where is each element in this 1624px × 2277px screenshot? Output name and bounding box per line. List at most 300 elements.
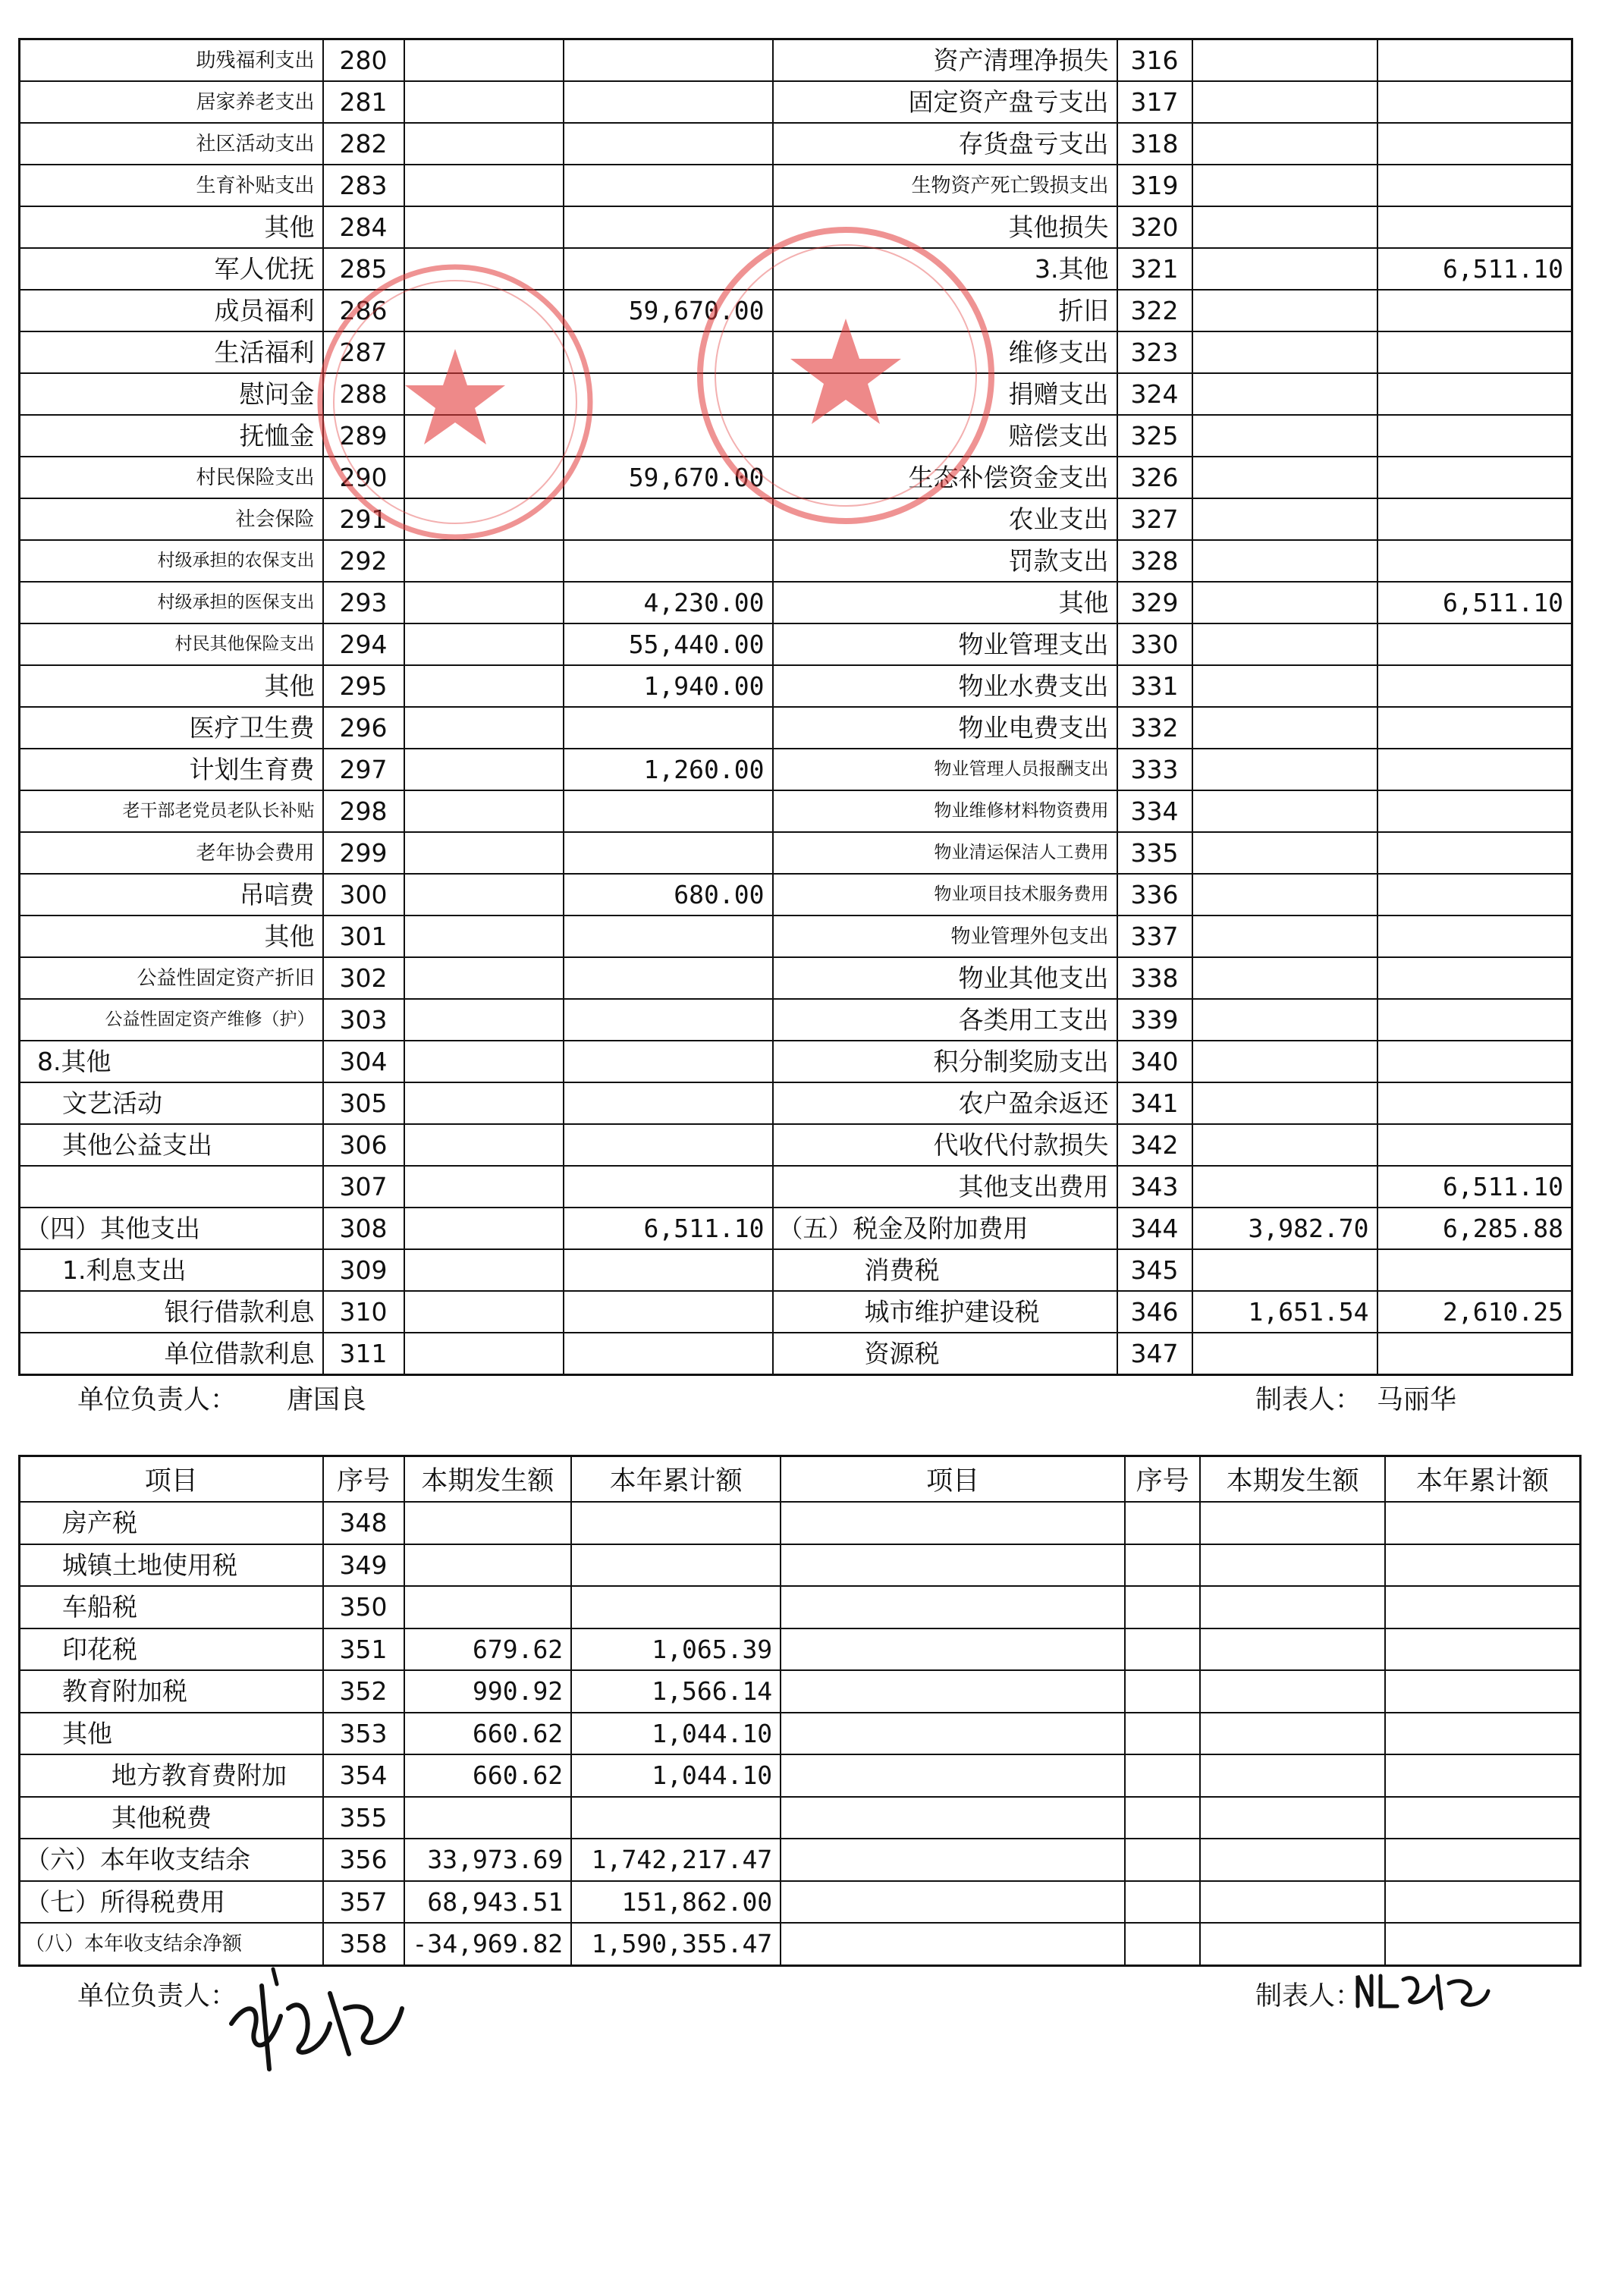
left-item-name: 老干部老党员老队长补贴: [20, 790, 323, 832]
left-seq: 287: [323, 331, 404, 373]
left-ytd-amount: 1,940.00: [564, 665, 773, 707]
empty-cell: [1125, 1502, 1200, 1544]
tax-table: [18, 1455, 1582, 1967]
right-seq: 346: [1117, 1291, 1192, 1333]
left-current-amount: 33,973.69: [404, 1839, 572, 1881]
empty-cell: [1125, 1670, 1200, 1713]
left-current-amount: [404, 623, 564, 665]
right-ytd-amount: [1377, 165, 1572, 206]
left-current-amount: [404, 123, 564, 165]
left-ytd-amount: 1,044.10: [571, 1713, 781, 1755]
right-seq: 337: [1117, 916, 1192, 957]
left-item-name: 其他: [20, 206, 323, 248]
left-current-amount: 660.62: [404, 1754, 572, 1797]
right-current-amount: [1192, 1124, 1377, 1166]
table-row: [20, 957, 1572, 999]
empty-cell: [1200, 1670, 1385, 1713]
left-seq: 301: [323, 916, 404, 957]
left-seq: 305: [323, 1082, 404, 1124]
left-ytd-amount: [564, 123, 773, 165]
table-row: [20, 206, 1572, 248]
header-current-right: 本期发生额: [1200, 1456, 1385, 1503]
left-ytd-amount: [564, 1166, 773, 1208]
table-row: [20, 1291, 1572, 1333]
left-current-amount: [404, 206, 564, 248]
left-item-name: 医疗卫生费: [20, 707, 323, 749]
left-current-amount: [404, 1208, 564, 1249]
right-seq: 340: [1117, 1041, 1192, 1082]
empty-cell: [781, 1713, 1125, 1755]
left-current-amount: [404, 39, 564, 82]
left-item-name: （六）本年收支结余: [20, 1839, 323, 1881]
left-current-amount: 679.62: [404, 1628, 572, 1671]
right-current-amount: [1192, 874, 1377, 916]
header-item-right: 项目: [781, 1456, 1125, 1503]
left-ytd-amount: [571, 1797, 781, 1839]
empty-cell: [1200, 1544, 1385, 1587]
table-row: [20, 415, 1572, 457]
left-seq: 285: [323, 248, 404, 290]
empty-cell: [781, 1797, 1125, 1839]
left-ytd-amount: [564, 415, 773, 457]
right-item-name: 物业管理人员报酬支出: [773, 749, 1117, 790]
left-item-name: 社会保险: [20, 498, 323, 540]
table-row: [20, 832, 1572, 874]
empty-cell: [781, 1670, 1125, 1713]
table-row: [20, 248, 1572, 290]
right-current-amount: [1192, 1082, 1377, 1124]
right-ytd-amount: [1377, 665, 1572, 707]
right-ytd-amount: [1377, 1249, 1572, 1291]
table-row: [20, 498, 1572, 540]
right-item-name: 消费税: [773, 1249, 1117, 1291]
right-current-amount: [1192, 1041, 1377, 1082]
right-item-name: 捐赠支出: [773, 373, 1117, 415]
right-seq: 345: [1117, 1249, 1192, 1291]
left-seq: 292: [323, 540, 404, 582]
left-ytd-amount: [564, 1124, 773, 1166]
left-ytd-amount: [564, 999, 773, 1041]
table-row: [20, 582, 1572, 623]
empty-cell: [781, 1754, 1125, 1797]
header-seq: 序号: [323, 1456, 404, 1503]
right-ytd-amount: [1377, 832, 1572, 874]
right-item-name: 物业电费支出: [773, 707, 1117, 749]
table-row: [20, 1797, 1581, 1839]
right-item-name: 生态补偿资金支出: [773, 457, 1117, 498]
right-seq: 334: [1117, 790, 1192, 832]
left-item-name: 8.其他: [20, 1041, 323, 1082]
right-seq: 319: [1117, 165, 1192, 206]
left-item-name: 社区活动支出: [20, 123, 323, 165]
left-item-name: 单位借款利息: [20, 1333, 323, 1375]
left-seq: 357: [323, 1881, 404, 1924]
empty-cell: [1125, 1797, 1200, 1839]
left-item-name: 其他: [20, 1713, 323, 1755]
left-ytd-amount: [564, 1041, 773, 1082]
left-item-name: 其他: [20, 916, 323, 957]
right-item-name: 物业清运保洁人工费用: [773, 832, 1117, 874]
left-current-amount: [404, 331, 564, 373]
table-row: [20, 1502, 1581, 1544]
empty-cell: [1125, 1628, 1200, 1671]
left-seq: 354: [323, 1754, 404, 1797]
empty-cell: [1200, 1797, 1385, 1839]
right-seq: 335: [1117, 832, 1192, 874]
header-ytd-right: 本年累计额: [1385, 1456, 1580, 1503]
empty-cell: [1385, 1544, 1580, 1587]
left-current-amount: [404, 1586, 572, 1628]
left-ytd-amount: 59,670.00: [564, 290, 773, 331]
left-seq: 349: [323, 1544, 404, 1587]
table-row: [20, 1839, 1581, 1881]
right-ytd-amount: [1377, 373, 1572, 415]
table-row: [20, 999, 1572, 1041]
right-ytd-amount: [1377, 707, 1572, 749]
right-item-name: 物业项目技术服务费用: [773, 874, 1117, 916]
right-current-amount: [1192, 331, 1377, 373]
empty-cell: [1125, 1923, 1200, 1965]
left-current-amount: [404, 1291, 564, 1333]
preparer-name: 马丽华: [1377, 1385, 1457, 1415]
left-current-amount: [404, 999, 564, 1041]
right-item-name: 物业其他支出: [773, 957, 1117, 999]
table-row: [20, 790, 1572, 832]
tax-table-body: [20, 1502, 1581, 1965]
left-ytd-amount: 1,044.10: [571, 1754, 781, 1797]
right-current-amount: [1192, 457, 1377, 498]
left-seq: 308: [323, 1208, 404, 1249]
left-ytd-amount: [564, 832, 773, 874]
right-seq: 344: [1117, 1208, 1192, 1249]
table-row: [20, 916, 1572, 957]
preparer-signature: [1350, 1965, 1494, 2018]
empty-cell: [1200, 1754, 1385, 1797]
table-row: [20, 1881, 1581, 1924]
left-seq: 356: [323, 1839, 404, 1881]
empty-cell: [781, 1502, 1125, 1544]
left-item-name: 1.利息支出: [20, 1249, 323, 1291]
left-item-name: 军人优抚: [20, 248, 323, 290]
right-seq: 329: [1117, 582, 1192, 623]
right-seq: 321: [1117, 248, 1192, 290]
left-seq: 352: [323, 1670, 404, 1713]
right-ytd-amount: [1377, 874, 1572, 916]
right-current-amount: [1192, 1249, 1377, 1291]
left-item-name: 成员福利: [20, 290, 323, 331]
left-item-name: 居家养老支出: [20, 81, 323, 123]
empty-cell: [1385, 1754, 1580, 1797]
right-seq: 317: [1117, 81, 1192, 123]
left-item-name: 村民保险支出: [20, 457, 323, 498]
left-ytd-amount: [564, 39, 773, 82]
left-item-name: 城镇土地使用税: [20, 1544, 323, 1587]
left-item-name: 其他公益支出: [20, 1124, 323, 1166]
left-current-amount: [404, 373, 564, 415]
left-ytd-amount: [564, 373, 773, 415]
left-ytd-amount: [564, 248, 773, 290]
left-seq: 280: [323, 39, 404, 82]
right-item-name: 资产清理净损失: [773, 39, 1117, 82]
left-item-name: 公益性固定资产折旧: [20, 957, 323, 999]
left-item-name: 慰问金: [20, 373, 323, 415]
right-ytd-amount: [1377, 540, 1572, 582]
right-item-name: 积分制奖励支出: [773, 1041, 1117, 1082]
right-seq: 328: [1117, 540, 1192, 582]
tax-table-header-row: [20, 1456, 1581, 1503]
table-row: [20, 623, 1572, 665]
empty-cell: [1200, 1628, 1385, 1671]
right-current-amount: 1,651.54: [1192, 1291, 1377, 1333]
left-seq: 306: [323, 1124, 404, 1166]
left-item-name: 车船税: [20, 1586, 323, 1628]
right-seq: 347: [1117, 1333, 1192, 1375]
right-item-name: 物业维修材料物资费用: [773, 790, 1117, 832]
right-current-amount: [1192, 498, 1377, 540]
empty-cell: [1385, 1713, 1580, 1755]
right-item-name: 代收代付款损失: [773, 1124, 1117, 1166]
left-item-name: 其他税费: [20, 1797, 323, 1839]
right-seq: 339: [1117, 999, 1192, 1041]
left-seq: 304: [323, 1041, 404, 1082]
right-ytd-amount: [1377, 290, 1572, 331]
left-current-amount: [404, 665, 564, 707]
table-row: [20, 707, 1572, 749]
right-current-amount: 3,982.70: [1192, 1208, 1377, 1249]
left-seq: 282: [323, 123, 404, 165]
left-seq: 300: [323, 874, 404, 916]
table-row: [20, 1124, 1572, 1166]
right-seq: 343: [1117, 1166, 1192, 1208]
right-current-amount: [1192, 206, 1377, 248]
empty-cell: [1200, 1586, 1385, 1628]
table-row: [20, 123, 1572, 165]
right-current-amount: [1192, 749, 1377, 790]
left-current-amount: [404, 957, 564, 999]
right-seq: 316: [1117, 39, 1192, 82]
left-ytd-amount: [564, 1291, 773, 1333]
right-ytd-amount: 6,511.10: [1377, 1166, 1572, 1208]
empty-cell: [1125, 1713, 1200, 1755]
right-seq: 325: [1117, 415, 1192, 457]
table-row: [20, 1713, 1581, 1755]
header-ytd: 本年累计额: [571, 1456, 781, 1503]
empty-cell: [781, 1628, 1125, 1671]
left-item-name: 地方教育费附加: [20, 1754, 323, 1797]
left-item-name: 计划生育费: [20, 749, 323, 790]
empty-cell: [1125, 1544, 1200, 1587]
left-seq: 355: [323, 1797, 404, 1839]
header-current: 本期发生额: [404, 1456, 572, 1503]
right-seq: 338: [1117, 957, 1192, 999]
right-ytd-amount: [1377, 457, 1572, 498]
right-seq: 342: [1117, 1124, 1192, 1166]
left-item-name: 文艺活动: [20, 1082, 323, 1124]
left-item-name: [20, 1166, 323, 1208]
left-seq: 350: [323, 1586, 404, 1628]
empty-cell: [1385, 1628, 1580, 1671]
table-row: [20, 1208, 1572, 1249]
empty-cell: [1200, 1881, 1385, 1924]
left-ytd-amount: 1,566.14: [571, 1670, 781, 1713]
right-current-amount: [1192, 707, 1377, 749]
left-ytd-amount: 151,862.00: [571, 1881, 781, 1924]
left-current-amount: [404, 1166, 564, 1208]
left-ytd-amount: [564, 540, 773, 582]
left-current-amount: [404, 1249, 564, 1291]
right-ytd-amount: [1377, 498, 1572, 540]
table-row: [20, 874, 1572, 916]
table-row: [20, 81, 1572, 123]
table-row: [20, 373, 1572, 415]
right-current-amount: [1192, 790, 1377, 832]
left-seq: 297: [323, 749, 404, 790]
right-seq: 341: [1117, 1082, 1192, 1124]
right-ytd-amount: 6,511.10: [1377, 248, 1572, 290]
right-item-name: （五）税金及附加费用: [773, 1208, 1117, 1249]
unit-head-signature: [216, 1963, 413, 2077]
table-row: [20, 665, 1572, 707]
right-item-name: 各类用工支出: [773, 999, 1117, 1041]
left-ytd-amount: [564, 165, 773, 206]
left-current-amount: 660.62: [404, 1713, 572, 1755]
left-item-name: 村民其他保险支出: [20, 623, 323, 665]
empty-cell: [1125, 1754, 1200, 1797]
left-item-name: 教育附加税: [20, 1670, 323, 1713]
empty-cell: [1200, 1839, 1385, 1881]
right-current-amount: [1192, 665, 1377, 707]
empty-cell: [1385, 1881, 1580, 1924]
right-ytd-amount: 6,285.88: [1377, 1208, 1572, 1249]
right-seq: 318: [1117, 123, 1192, 165]
table-row: [20, 1041, 1572, 1082]
right-item-name: 固定资产盘亏支出: [773, 81, 1117, 123]
left-ytd-amount: 6,511.10: [564, 1208, 773, 1249]
right-item-name: 城市维护建设税: [773, 1291, 1117, 1333]
left-current-amount: [404, 165, 564, 206]
right-ytd-amount: [1377, 206, 1572, 248]
table-row: [20, 1670, 1581, 1713]
left-current-amount: -34,969.82: [404, 1923, 572, 1965]
empty-cell: [1125, 1881, 1200, 1924]
right-seq: 330: [1117, 623, 1192, 665]
left-seq: 293: [323, 582, 404, 623]
left-current-amount: [404, 498, 564, 540]
left-current-amount: 990.92: [404, 1670, 572, 1713]
table-row: [20, 39, 1572, 82]
right-current-amount: [1192, 623, 1377, 665]
left-seq: 290: [323, 457, 404, 498]
right-ytd-amount: [1377, 916, 1572, 957]
right-current-amount: [1192, 582, 1377, 623]
right-current-amount: [1192, 1166, 1377, 1208]
left-seq: 294: [323, 623, 404, 665]
preparer-label: 制表人：: [1255, 1385, 1362, 1415]
left-seq: 303: [323, 999, 404, 1041]
left-seq: 286: [323, 290, 404, 331]
left-ytd-amount: [571, 1502, 781, 1544]
left-item-name: （四）其他支出: [20, 1208, 323, 1249]
right-ytd-amount: [1377, 123, 1572, 165]
left-item-name: 吊唁费: [20, 874, 323, 916]
right-current-amount: [1192, 39, 1377, 82]
left-seq: 302: [323, 957, 404, 999]
left-ytd-amount: 680.00: [564, 874, 773, 916]
right-current-amount: [1192, 373, 1377, 415]
left-ytd-amount: [564, 81, 773, 123]
left-item-name: 其他: [20, 665, 323, 707]
right-ytd-amount: [1377, 957, 1572, 999]
empty-cell: [1385, 1923, 1580, 1965]
left-ytd-amount: [571, 1586, 781, 1628]
left-current-amount: [404, 540, 564, 582]
left-item-name: 印花税: [20, 1628, 323, 1671]
empty-cell: [781, 1881, 1125, 1924]
right-current-amount: [1192, 957, 1377, 999]
table-row: [20, 1628, 1581, 1671]
left-item-name: （八）本年收支结余净额: [20, 1923, 323, 1965]
empty-cell: [1385, 1670, 1580, 1713]
empty-cell: [1125, 1586, 1200, 1628]
right-item-name: 其他损失: [773, 206, 1117, 248]
left-seq: 348: [323, 1502, 404, 1544]
left-current-amount: [404, 1041, 564, 1082]
unit-head-label: 单位负责人：: [77, 1385, 237, 1415]
left-ytd-amount: 55,440.00: [564, 623, 773, 665]
right-item-name: 赔偿支出: [773, 415, 1117, 457]
table-row: [20, 1923, 1581, 1965]
table-row: [20, 540, 1572, 582]
left-item-name: 村级承担的农保支出: [20, 540, 323, 582]
left-item-name: 村级承担的医保支出: [20, 582, 323, 623]
right-ytd-amount: [1377, 1082, 1572, 1124]
left-ytd-amount: 4,230.00: [564, 582, 773, 623]
empty-cell: [781, 1839, 1125, 1881]
right-seq: 324: [1117, 373, 1192, 415]
right-ytd-amount: [1377, 1333, 1572, 1375]
right-current-amount: [1192, 916, 1377, 957]
expense-table: [18, 38, 1573, 1376]
right-ytd-amount: [1377, 623, 1572, 665]
table-row: [20, 1333, 1572, 1375]
left-current-amount: [404, 1082, 564, 1124]
right-current-amount: [1192, 999, 1377, 1041]
left-item-name: 生活福利: [20, 331, 323, 373]
right-item-name: 资源税: [773, 1333, 1117, 1375]
table-row: [20, 1544, 1581, 1587]
left-seq: 353: [323, 1713, 404, 1755]
right-seq: 333: [1117, 749, 1192, 790]
left-ytd-amount: 59,670.00: [564, 457, 773, 498]
left-current-amount: [404, 290, 564, 331]
right-ytd-amount: [1377, 331, 1572, 373]
left-current-amount: [404, 248, 564, 290]
left-current-amount: 68,943.51: [404, 1881, 572, 1924]
left-current-amount: [404, 749, 564, 790]
left-current-amount: [404, 457, 564, 498]
table-row: [20, 1754, 1581, 1797]
unit-head-name: 唐国良: [287, 1385, 367, 1415]
left-seq: 358: [323, 1923, 404, 1965]
table-row: [20, 749, 1572, 790]
left-item-name: 银行借款利息: [20, 1291, 323, 1333]
left-seq: 311: [323, 1333, 404, 1375]
left-seq: 291: [323, 498, 404, 540]
left-ytd-amount: [564, 957, 773, 999]
left-ytd-amount: 1,065.39: [571, 1628, 781, 1671]
right-current-amount: [1192, 81, 1377, 123]
right-ytd-amount: [1377, 39, 1572, 82]
